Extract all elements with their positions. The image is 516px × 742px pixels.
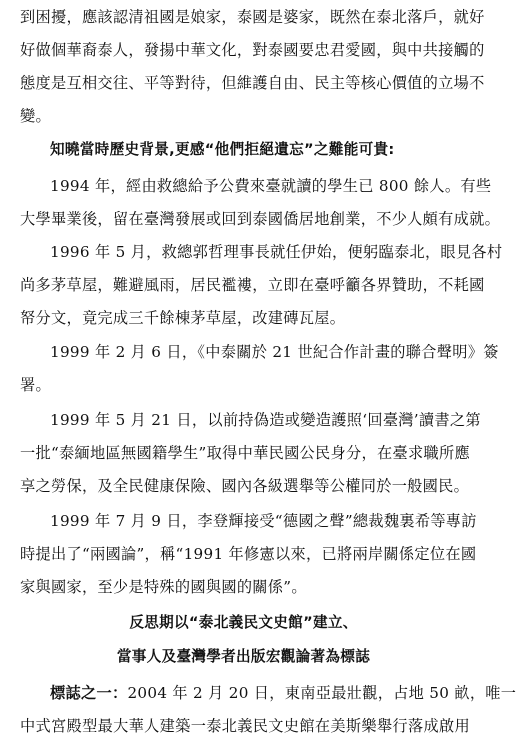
paragraph-text: 2004 年 2 月 20 日，東南亞最壯觀，占地 50 畝，唯一: [127, 684, 516, 702]
paragraph-line: [20, 683, 516, 703]
paragraph-line: 中式宮殿型最大華人建築一泰北義民文史館在美斯樂舉行落成啟用: [20, 717, 470, 735]
paragraph-line: 變。: [20, 107, 51, 125]
paragraph-line: 到困擾，應該認清祖國是娘家，泰國是婆家，既然在泰北落戶，就好: [20, 8, 485, 26]
paragraph-line: 大學畢業後，留在臺灣發展或回到泰國僑居地創業，不少人頗有成就。: [20, 210, 501, 228]
paragraph-line: 1999 年 5 月 21 日，以前持偽造或變造護照‘回臺灣’讀書之第: [50, 411, 481, 429]
paragraph-line: 1996 年 5 月，救總郭哲理事長就任伊始，便躬臨泰北，眼見各村: [50, 243, 503, 261]
paragraph-line: 1994 年，經由救總給予公費來臺就讀的學生已 800 餘人。有些: [50, 177, 492, 195]
paragraph-line: 時提出了“兩國論”，稱“1991 年修憲以來，已將兩岸關係定位在國: [20, 545, 477, 563]
section-heading: 知曉當時歷史背景,更感“他們拒絕遺忘”之難能可貴:: [50, 141, 395, 158]
paragraph-line: 好做個華裔泰人，發揚中華文化，對泰國要忠君愛國，與中共接觸的: [20, 41, 485, 59]
paragraph-line: 一批“泰緬地區無國籍學生”取得中華民國公民身分，在臺求職所應: [20, 444, 470, 462]
paragraph-line: 1999 年 7 月 9 日，李登輝接受“德國之聲”總裁魏裏希等專訪: [50, 512, 477, 530]
paragraph-line: 態度是互相交往、平等對待，但維護自由、民主等核心價值的立場不: [20, 74, 485, 92]
section-heading: 當事人及臺灣學者出版宏觀論著為標誌: [116, 648, 371, 665]
paragraph-line: 1999 年 2 月 6 日，《中泰關於 21 世紀合作計畫的聯合聲明》簽: [50, 343, 499, 361]
paragraph-line: 享之勞保，及全民健康保險、國內各級選舉等公權同於一般國民。: [20, 477, 470, 495]
paragraph-line: 帑分文，竟完成三千餘棟茅草屋，改建磚瓦屋。: [20, 309, 346, 327]
section-heading: 反思期以“泰北義民文史館”建立、: [129, 614, 358, 631]
paragraph-line: 家與國家，至少是特殊的國與國的關係”。: [20, 578, 307, 596]
paragraph-line: 署。: [20, 376, 51, 394]
milestone-marker: 標誌之一：: [50, 684, 128, 702]
paragraph-line: 尚多茅草屋，難避風雨，居民襤褸，立即在臺呼籲各界贊助，不耗國: [20, 276, 485, 294]
